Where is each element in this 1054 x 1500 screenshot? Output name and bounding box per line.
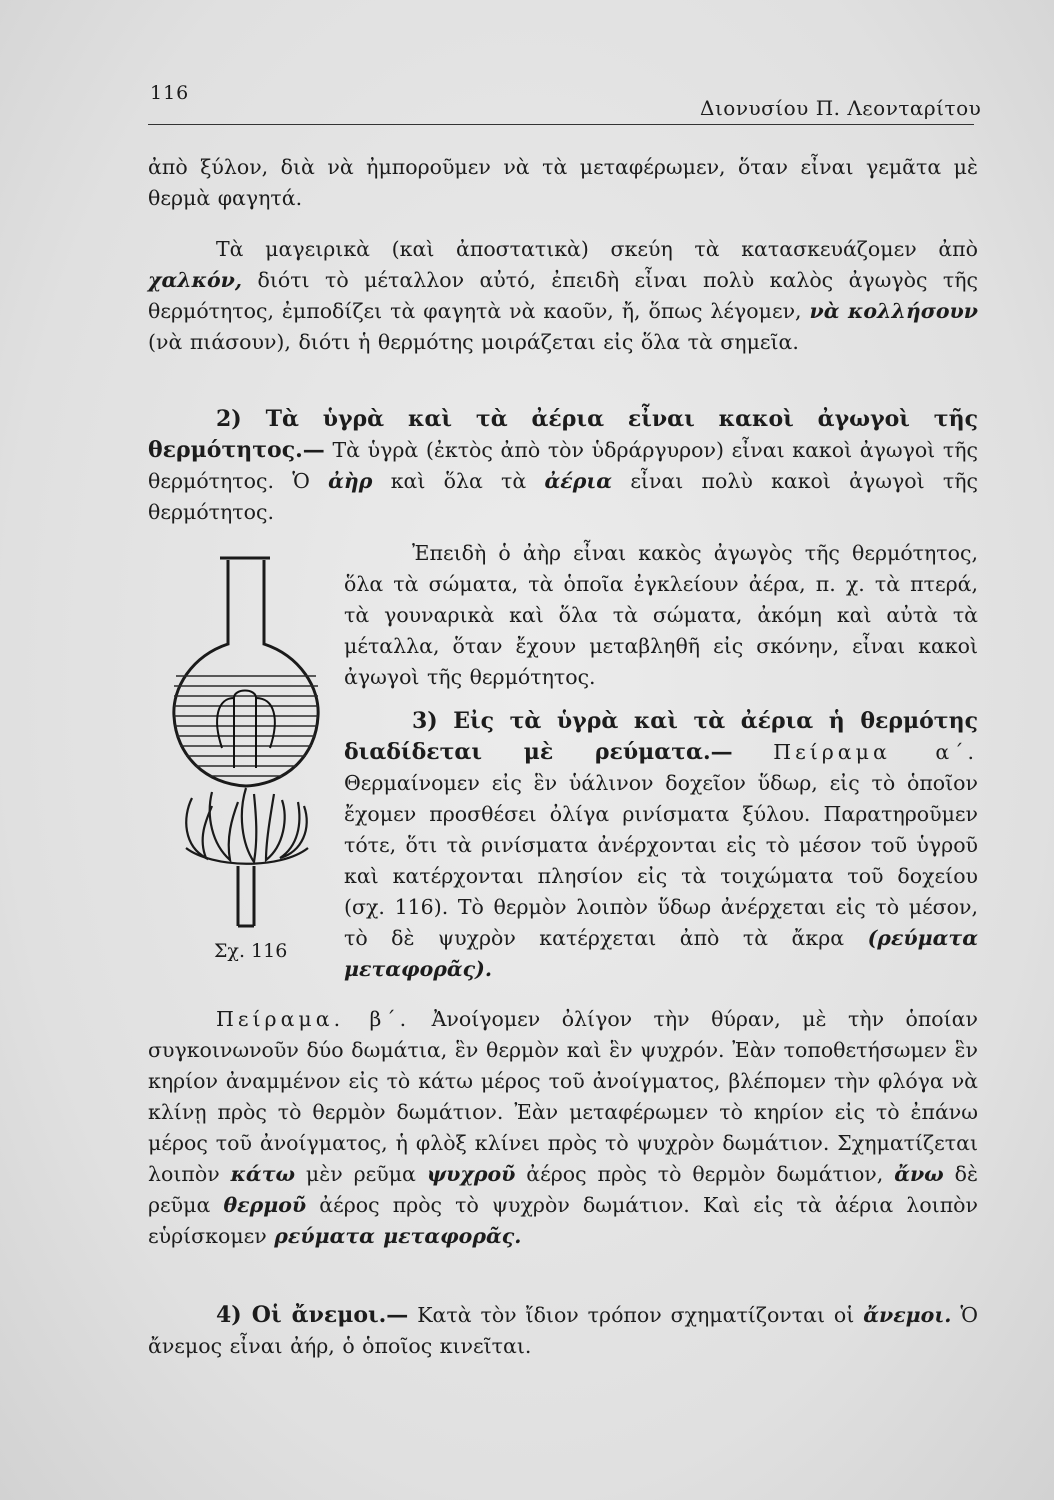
emphasis-stick: νὰ κολλήσουν [809,299,978,323]
section-2-text-c: εἶναι πολὺ κακοὶ ἀγωγοὶ τῆς θερμότητος. [148,469,978,524]
paragraph-2-text-b: διότι τὸ μέταλλον αὐτό, ἐπειδὴ εἶναι πολὺ καλὸς ἀγωγὸς τῆς θερμότητος, ἐμποδίζει τὰ φαγητὰ νὰ καοῦν, ἤ, ὅπως λέγομεν, [148,268,978,323]
emphasis-above: ἄνω [894,1162,944,1186]
section-3-text: Θερμαίνομεν εἰς ἓν ὑάλινον δοχεῖον ὕδωρ, εἰς τὸ ὁποῖον ἔχομεν προσθέσει ὀλίγα ρινίσματα ξύλου. Παρατηροῦμεν τότε, ὅτι τὰ ρινίσματα ἀνέρχονται εἰς τὸ μέσον τοῦ ὑγροῦ καὶ κατέρχονται πλησίον εἰς τὰ τοιχώματα τοῦ δοχείου (σχ. 116). Τὸ θερμὸν λοιπὸν ὕδωρ ἀνέρχεται εἰς τὸ μέσον, τὸ δὲ ψυχρὸν κατέρχεται ἀπὸ τὰ ἄκρα [344,771,978,950]
experiment-b [148,1004,978,1252]
emphasis-winds: ἄνεμοι. [863,1303,952,1327]
header-rule [148,124,974,125]
section-3-heading: 3) Εἰς τὰ ὑγρὰ καὶ τὰ ἀέρια ἡ θερμότης διαδίδεται μὲ ρεύματα.— [344,708,978,765]
figure-flask-illustration [162,548,330,938]
paragraph-1 [148,152,978,214]
paragraph-2-text-a: Τὰ μαγειρικὰ (καὶ ἀποστατικὰ) σκεύη τὰ κατασκευάζομεν ἀπὸ [216,237,978,261]
burner-tube-icon [238,866,254,926]
emphasis-air: ἀὴρ [328,469,373,493]
emphasis-currents: ρεύματα μεταφορᾶς. [274,1224,522,1248]
paragraph-1-text: ἀπὸ ξύλον, διὰ νὰ ἠμποροῦμεν νὰ τὰ μεταφέρωμεν, ὅταν εἶναι γεμᾶτα μὲ θερμὰ φαγητά. [148,155,978,210]
paragraph-insulators-text: Ἐπειδὴ ὁ ἀὴρ εἶναι κακὸς ἀγωγὸς τῆς θερμότητος, ὅλα τὰ σώματα, τὰ ὁποῖα ἐγκλείουν ἀέρα, π. χ. τὰ πτερά, τὰ γουναρικὰ καὶ ὅλα τὰ σώματα, ἀκόμη καὶ αὐτὰ τὰ μέταλλα, ὅταν ἔχουν μεταβληθῆ εἰς σκόνην, εἶναι κακοὶ ἀγωγοὶ τῆς θερμότητος. [344,541,978,689]
section-3 [344,706,978,985]
emphasis-gases: ἀέρια [544,469,613,493]
section-4-heading: 4) Οἱ ἄνεμοι.— [216,1302,409,1328]
experiment-a-label: Πείραμα α΄. [773,740,978,764]
paragraph-2-text-c: (νὰ πιάσουν), διότι ἡ θερμότης μοιράζεται εἰς ὅλα τὰ σημεῖα. [148,330,799,354]
figure-caption: Σχ. 116 [214,940,288,962]
experiment-b-text-c: ἀέρος πρὸς τὸ θερμὸν δωμάτιον, [526,1162,884,1186]
running-head: Διονυσίου Π. Λεονταρίτου [700,96,982,120]
paragraph-2 [148,234,978,358]
section-2-heading: 2) Τὰ ὑγρὰ καὶ τὰ ἀέρια εἶναι κακοὶ ἀγωγοὶ τῆς θερμότητος.— [148,406,978,463]
section-2-text-b: καὶ ὅλα τὰ [390,469,527,493]
section-4-text-a: Κατὰ τὸν ἴδιον τρόπον σχηματίζονται οἱ [417,1303,855,1327]
section-2-text-a: Τὰ ὑγρὰ (ἐκτὸς ἀπὸ τὸν ὑδράργυρον) εἶναι κακοὶ ἀγωγοὶ τῆς θερμότητος. Ὁ [148,438,978,493]
emphasis-copper: χαλκόν, [148,268,243,292]
paragraph-insulators [344,538,978,693]
emphasis-cold: ψυχροῦ [426,1162,516,1186]
experiment-b-text-d: δὲ ρεῦμα [148,1162,978,1217]
experiment-b-label: Πείραμα. β΄. [216,1007,411,1031]
emphasis-below: κάτω [230,1162,296,1186]
experiment-b-text-e: ἀέρος πρὸς τὸ ψυχρὸν δωμάτιον. Καὶ εἰς τὰ ἀέρια λοιπὸν εὑρίσκομεν [148,1193,978,1248]
section-4 [148,1300,978,1362]
experiment-b-text-b: μὲν ρεῦμα [305,1162,416,1186]
flame-icon [186,788,308,864]
flask-icon [174,558,318,786]
emphasis-warm: θερμοῦ [223,1193,307,1217]
section-4-text-b: Ὁ ἄνεμος εἶναι ἀήρ, ὁ ὁποῖος κινεῖται. [148,1303,978,1358]
emphasis-convection: (ρεύματα μεταφορᾶς). [344,926,978,981]
section-2 [148,404,978,528]
experiment-b-text-a: Ἀνοίγομεν ὀλίγον τὴν θύραν, μὲ τὴν ὁποίαν συγκοινωνοῦν δύο δωμάτια, ἓν θερμὸν καὶ ἓν ψυχρόν. Ἐὰν τοποθετήσωμεν ἓν κηρίον ἀναμμένον εἰς τὸ κάτω μέρος τοῦ ἀνοίγματος, βλέπομεν τὴν φλόγα νὰ κλίνῃ πρὸς τὸ θερμὸν δωμάτιον. Ἐὰν μεταφέρωμεν τὸ κηρίον εἰς τὸ ἐπάνω μέρος τοῦ ἀνοίγματος, ἡ φλὸξ κλίνει πρὸς τὸ ψυχρὸν δωμάτιον. Σχηματίζεται λοιπὸν [148,1007,978,1186]
page-number: 116 [150,82,190,104]
